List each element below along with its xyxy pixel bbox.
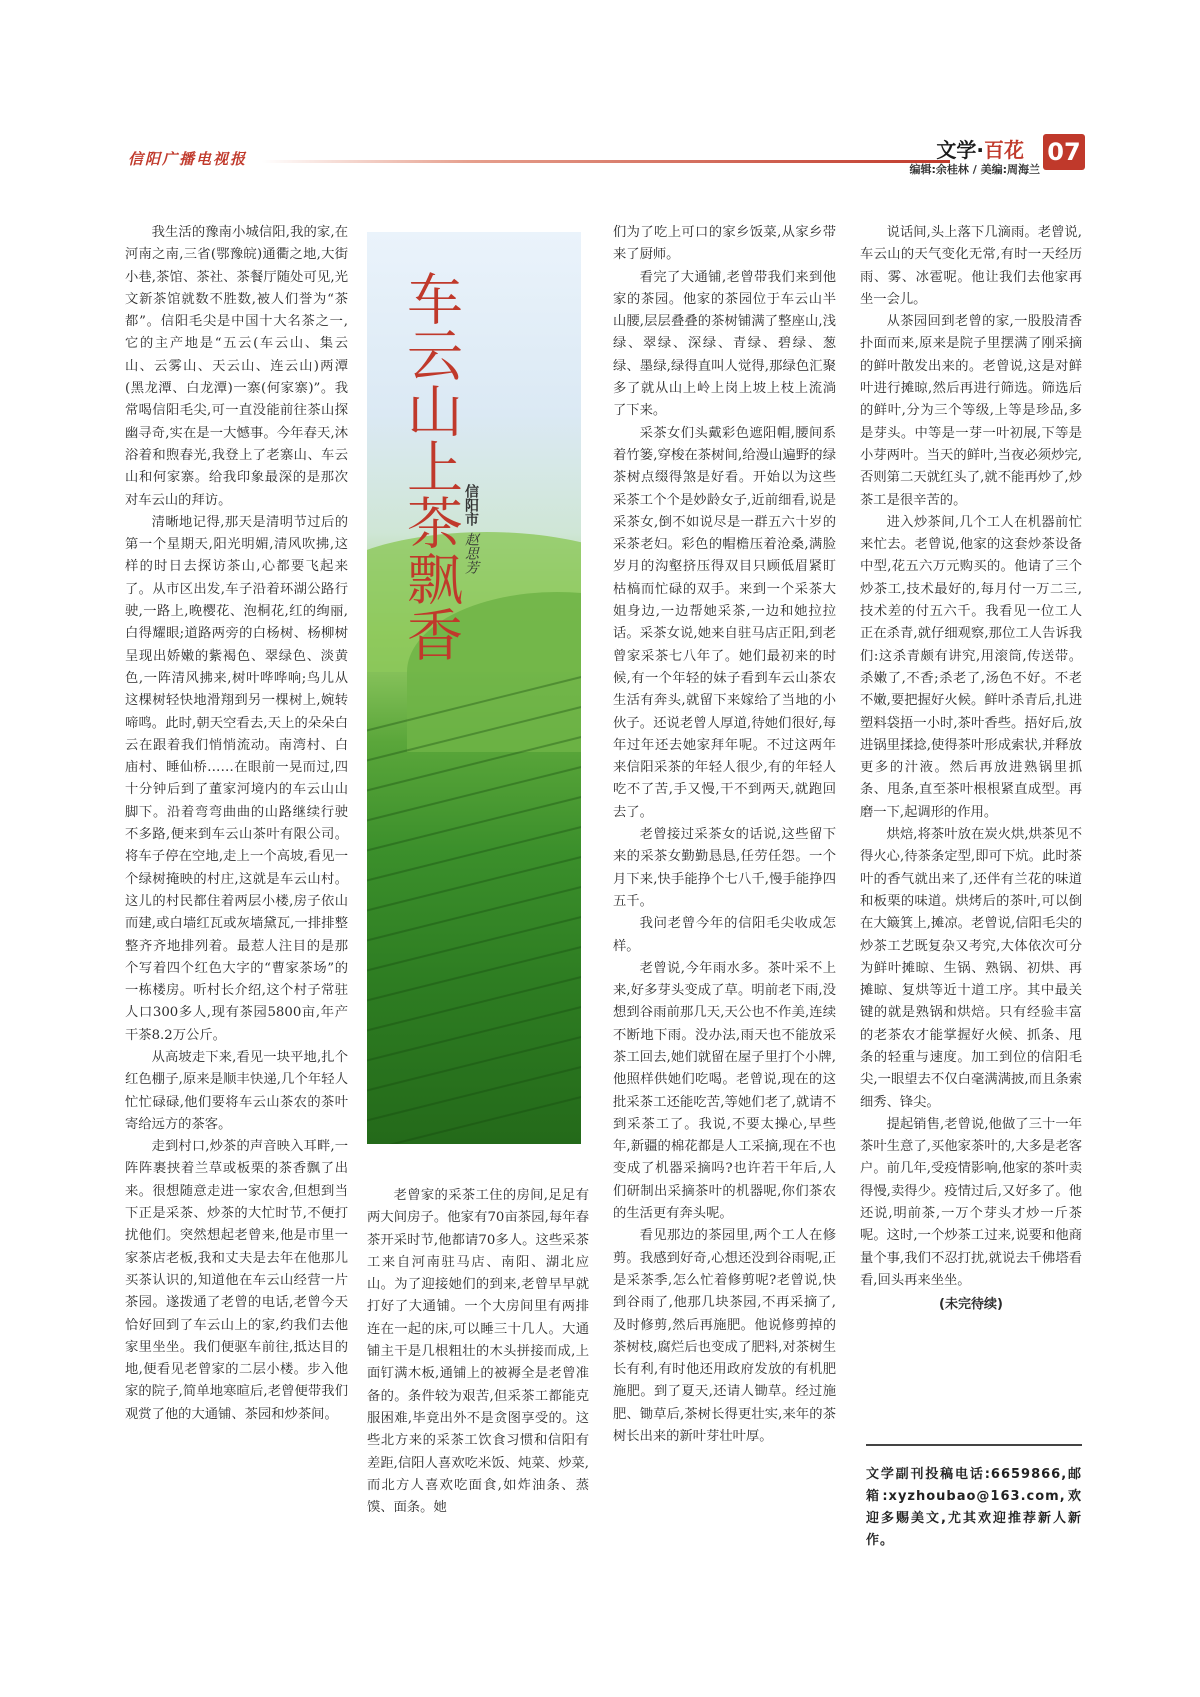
paragraph: 看完了大通铺,老曾带我们来到他家的茶园。他家的茶园位于车云山半山腰,层层叠叠的茶树铺满了整座山,浅绿、翠绿、深绿、青绿、碧绿、葱绿、墨绿,绿得直叫人觉得,那绿色汇聚多了就从山上岭上岗上坡上枝上流淌了下来。	[613, 269, 836, 419]
section-separator: ·	[976, 138, 984, 162]
article-column-3	[613, 222, 836, 1567]
submission-notice: 文学副刊投稿电话:6659866,邮箱:xyzhoubao@163.com,欢迎多赐美文,尤其欢迎推荐新人新作。	[866, 1444, 1082, 1552]
paragraph: 们为了吃上可口的家乡饭菜,从家乡带来了厨师。	[613, 225, 836, 263]
to-be-continued: (未完待续)	[939, 1297, 1003, 1313]
section-main: 文学	[936, 138, 977, 162]
paragraph: 烘焙,将茶叶放在炭火烘,烘茶见不得火心,待茶条定型,即可下炕。此时茶叶的香气就出来了,还伴有兰花的味道和板栗的味道。烘烤后的茶叶,可以倒在大簸箕上,摊凉。老曾说,信阳毛尖的炒茶工艺既复杂又考究,大体依次可分为鲜叶摊晾、生锅、熟锅、初烘、再摊晾、复烘等近十道工序。其中最关键的就是熟锅和烘焙。只有经验丰富的老茶农才能掌握好火候、抓条、甩条的轻重与速度。加工到位的信阳毛尖,一眼望去不仅白毫满满披,而且条索细秀、锋尖。	[860, 827, 1082, 1110]
section-title	[936, 134, 1024, 163]
paragraph: 从高坡走下来,看见一块平地,扎个红色棚子,原来是顺丰快递,几个年轻人忙忙碌碌,他们要将车云山茶农的茶叶寄给远方的茶客。	[125, 1049, 348, 1132]
paragraph: 说话间,头上落下几滴雨。老曾说,车云山的天气变化无常,有时一天经历雨、雾、冰雹呢。他让我们去他家再坐一会儿。	[860, 225, 1082, 307]
author-byline	[451, 484, 481, 574]
paragraph: 清晰地记得,那天是清明节过后的第一个星期天,阳光明媚,清风吹拂,这样的时日去探访茶山,心都要飞起来了。从市区出发,车子沿着环湖公路行驶,一路上,晚樱花、泡桐花,红的绚丽,白得耀眼;道路两旁的白杨树、杨柳树呈现出娇嫩的紫褐色、翠绿色、淡黄色,一阵清风拂来,树叶哗哗响;鸟儿从这棵树轻快地滑翔到另一棵树上,婉转啼鸣。此时,朝天空看去,天上的朵朵白云在跟着我们悄悄流动。南湾村、白庙村、睡仙桥……在眼前一晃而过,四十分钟后到了董家河境内的车云山山脚下。沿着弯弯曲曲的山路继续行驶不多路,便来到车云山茶叶有限公司。将车子停在空地,走上一个高坡,看见一个绿树掩映的村庄,这就是车云山村。这儿的村民都住着两层小楼,房子依山而建,或白墙红瓦或灰墙黛瓦,一排排整整齐齐地排列着。最惹人注目的是那个写着四个红色大字的“曹家茶场”的一栋楼房。听村长介绍,这个村子常驻人口300多人,现有茶园5800亩,年产干茶8.2万公斤。	[125, 514, 348, 1043]
newspaper-name: 信阳广播电视报	[128, 150, 248, 168]
paragraph: 老曾家的采茶工住的房间,足足有两大间房子。他家有70亩茶园,每年春茶开采时节,他都请70多人。这些采茶工来自河南驻马店、南阳、湖北应山。为了迎接她们的到来,老曾早早就打好了大通铺。一个大房间里有两排连在一起的床,可以睡三十几人。大通铺主干是几根粗壮的木头拼接而成,上面钉满木板,通铺上的被褥全是老曾准备的。条件较为艰苦,但采茶工都能克服困难,毕竟出外不是贪图享受的。这些北方来的采茶工饮食习惯和信阳有差距,信阳人喜欢吃米饭、炖菜、炒菜,而北方人喜欢吃面食,如炸油条、蒸馍、面条。她	[367, 1188, 589, 1516]
header-rule	[262, 160, 950, 163]
article-column-2	[367, 1185, 589, 1567]
paragraph: 提起销售,老曾说,他做了三十一年茶叶生意了,买他家茶叶的,大多是老客户。前几年,受疫情影响,他家的茶叶卖得慢,卖得少。疫情过后,又好多了。他还说,明前茶,一万个芽头才炒一斤茶呢。这时,一个炒茶工过来,说要和他商量个事,我们不忍打扰,就说去千佛塔看看,回头再来坐坐。	[860, 1116, 1082, 1288]
paragraph: 我生活的豫南小城信阳,我的家,在河南之南,三省(鄂豫皖)通衢之地,大街小巷,茶馆、茶社、茶餐厅随处可见,光文新茶馆就数不胜数,被人们誉为“茶都”。信阳毛尖是中国十大名茶之一,它的主产地是“五云(车云山、集云山、云雾山、天云山、连云山)两潭(黑龙潭、白龙潭)一寨(何家寨)”。我常喝信阳毛尖,可一直没能前往茶山探幽寻奇,实在是一大憾事。今年春天,沐浴着和煦春光,我登上了老寨山、车云山和何家寨。给我印象最深的是那次对车云山的拜访。	[125, 225, 348, 508]
paragraph: 看见那边的茶园里,两个工人在修剪。我感到好奇,心想还没到谷雨呢,正是采茶季,怎么忙着修剪呢?老曾说,快到谷雨了,他那几块茶园,不再采摘了,及时修剪,然后再施肥。他说修剪掉的茶树枝,腐烂后也变成了肥料,对茶树生长有利,有时他还用政府发放的有机肥施肥。到了夏天,还请人锄草。经过施肥、锄草后,茶树长得更壮实,来年的茶树长出来的新叶芽壮叶厚。	[613, 1228, 836, 1445]
paragraph: 进入炒茶间,几个工人在机器前忙来忙去。老曾说,他家的这套炒茶设备中型,花五六万元购买的。他请了三个炒茶工,技术最好的,每月付一万二三,技术差的付五六千。我看见一位工人正在杀青,就仔细观察,那位工人告诉我们:这杀青颇有讲究,用滚筒,传送带。杀嫩了,不香;杀老了,汤色不好。不老不嫩,要把握好火候。鲜叶杀青后,扎进塑料袋捂一小时,茶叶香些。捂好后,放进锅里揉捻,使得茶叶形成索状,并释放更多的汁液。然后再放进熟锅里抓条、甩条,直至茶叶根根紧直成型。再磨一下,起调形的作用。	[860, 514, 1082, 820]
paragraph: 走到村口,炒茶的声音映入耳畔,一阵阵裹挟着兰草或板栗的茶香飘了出来。很想随意走进一家农舍,但想到当下正是采茶、炒茶的大忙时节,不便打扰他们。突然想起老曾来,他是市里一家茶店老板,我和丈夫是去年在他那儿买茶认识的,知道他在车云山经营一片茶园。遂拨通了老曾的电话,老曾今天恰好回到了车云山上的家,约我们去他家里坐坐。我们便驱车前往,抵达目的地,便看见老曾家的二层小楼。步入他家的院子,简单地寒暄后,老曾便带我们观赏了他的大通铺、茶园和炒茶间。	[125, 1139, 348, 1422]
section-accent: 百花	[984, 138, 1024, 162]
editor-credits: 编辑:余桂林 / 美编:周海兰	[909, 163, 1040, 176]
paragraph: 采茶女们头戴彩色遮阳帽,腰间系着竹篓,穿梭在茶树间,给漫山遍野的绿茶树点缀得煞是好看。开始以为这些采茶工个个是妙龄女子,近前细看,说是采茶女,倒不如说尽是一群五六十岁的采茶老妇。彩色的帽檐压着沧桑,满脸岁月的沟壑挤压得双目只顾低眉紧盯枯槁而忙碌的双手。来到一个采茶大姐身边,一边帮她采茶,一边和她拉拉话。采茶女说,她来自驻马店正阳,到老曾家采茶七八年了。她们最初来的时候,有一个年轻的妹子看到车云山茶农生活有奔头,就留下来嫁给了当地的小伙子。还说老曾人厚道,待她们很好,每年过年还去她家拜年呢。不过这两年来信阳采茶的年轻人很少,有的年轻人吃不了苦,手又慢,干不到两天,就跑回去了。	[613, 425, 836, 820]
paragraph: 我问老曾今年的信阳毛尖收成怎样。	[613, 916, 836, 954]
paragraph: 老曾接过采茶女的话说,这些留下来的采茶女勤勤恳恳,任劳任怨。一个月下来,快手能挣个七八千,慢手能挣四五千。	[613, 827, 836, 909]
paragraph: 从茶园回到老曾的家,一股股清香扑面而来,原来是院子里摆满了刚采摘的鲜叶散发出来的。老曾说,这是对鲜叶进行摊晾,然后再进行筛选。筛选后的鲜叶,分为三个等级,上等是珍品,多是芽头。中等是一芽一叶初展,下等是小芽两叶。当天的鲜叶,当夜必须炒完,否则第二天就红头了,就不能再炒了,炒茶工是很辛苦的。	[860, 314, 1082, 508]
article-column-4	[860, 222, 1082, 1567]
page-number: 07	[1043, 134, 1085, 170]
author-place: 信阳市	[463, 484, 479, 526]
article-column-1	[125, 222, 348, 1567]
author-name: 赵思芳	[463, 532, 479, 574]
paragraph: 老曾说,今年雨水多。茶叶采不上来,好多芽头变成了草。明前老下雨,没想到谷雨前那几天,天公也不作美,连续不断地下雨。没办法,雨天也不能放采茶工回去,她们就留在屋子里打个小牌,他照样供她们吃喝。老曾说,现在的这批采茶工还能吃苦,等她们老了,就请不到采茶工了。我说,不要太操心,早些年,新疆的棉花都是人工采摘,现在不也变成了机器采摘吗?也许若干年后,人们研制出采摘茶叶的机器呢,你们茶农的生活更有奔头呢。	[613, 960, 836, 1222]
article-title: 车云山上茶飘香	[398, 270, 463, 662]
